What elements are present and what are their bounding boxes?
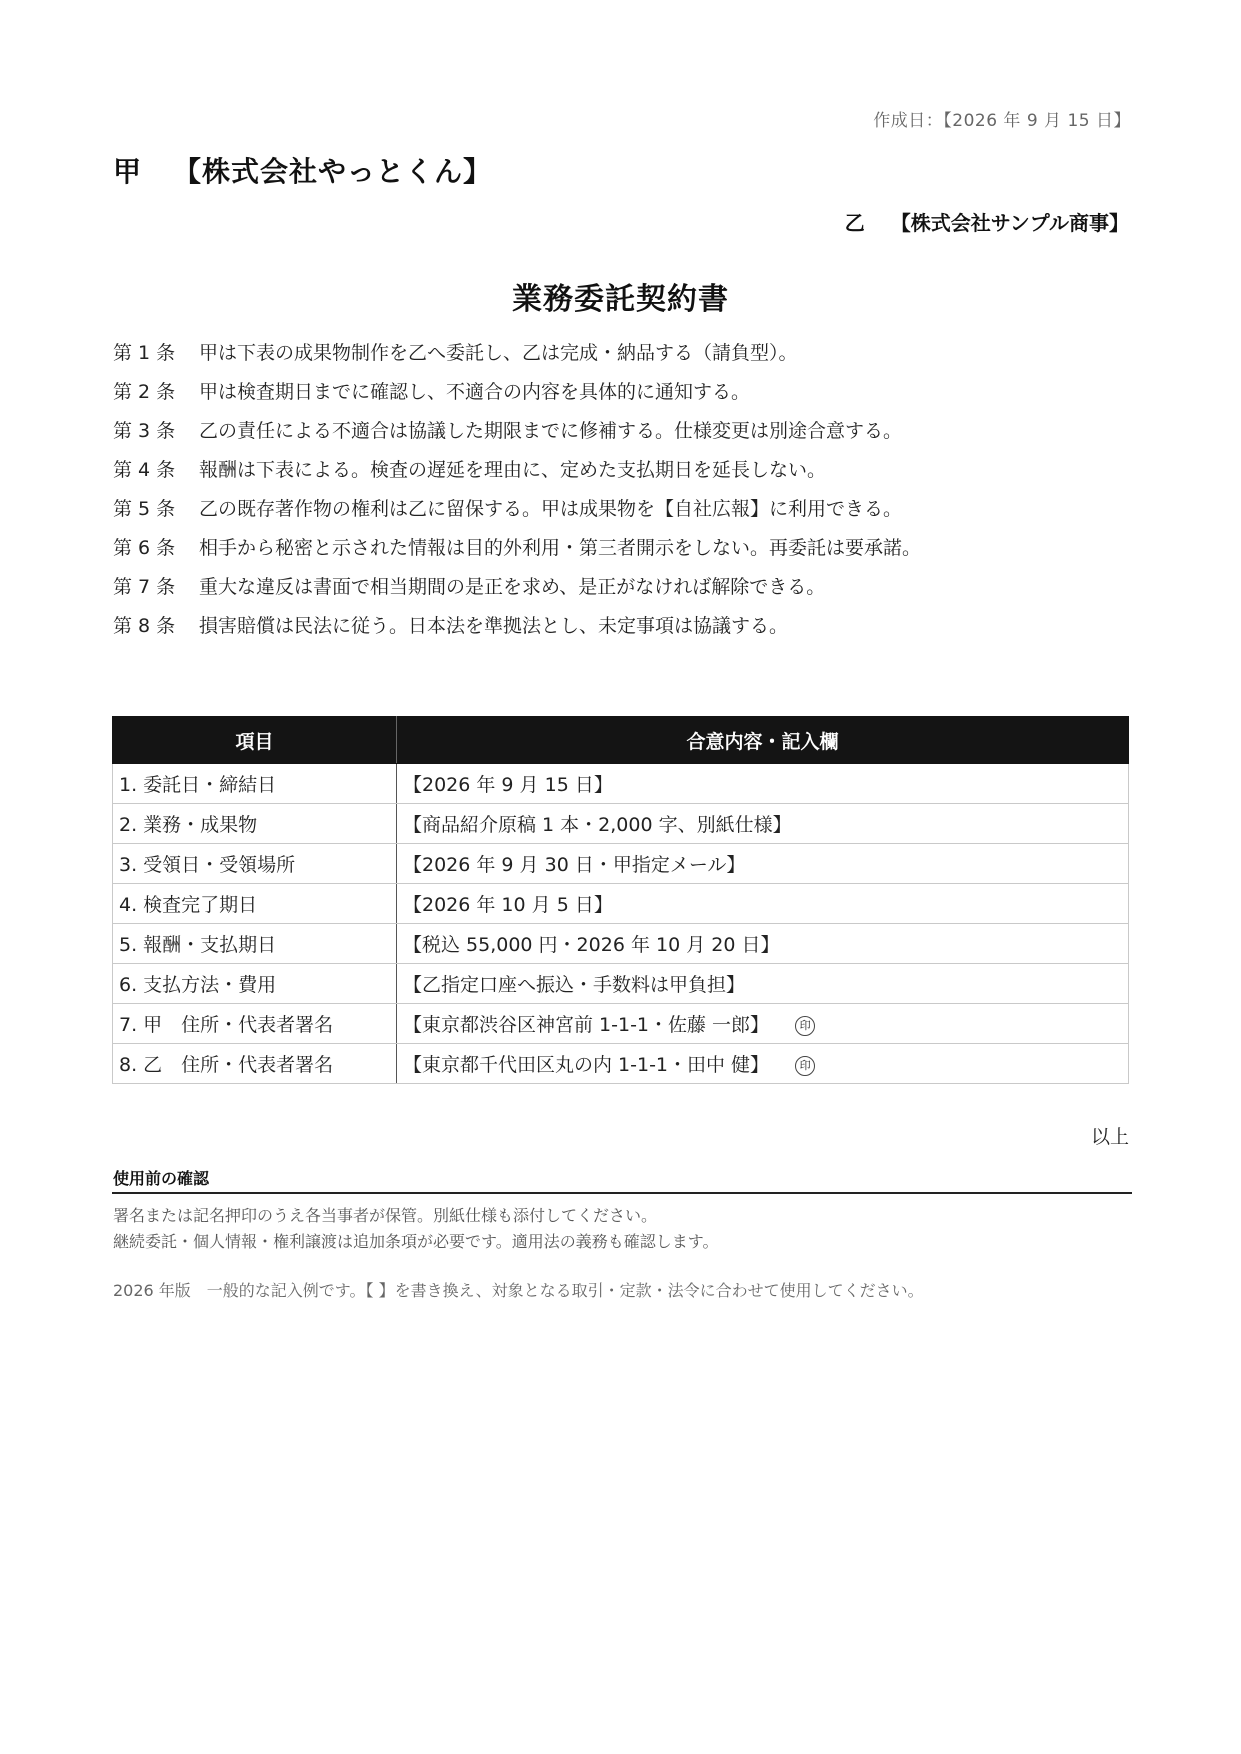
row-value-cell[interactable] <box>397 804 1129 844</box>
article-number: 第 2 条 <box>113 381 176 403</box>
article-text: 甲は下表の成果物制作を乙へ委託し、乙は完成・納品する（請負型）。 <box>199 342 798 364</box>
row-item: 3. 受領日・受領場所 <box>113 844 397 884</box>
article-5 <box>113 494 1133 533</box>
article-4 <box>113 455 1133 494</box>
article-text: 甲は検査期日までに確認し、不適合の内容を具体的に通知する。 <box>199 381 751 403</box>
party-b-name: 【株式会社サンプル商事】 <box>890 211 1129 235</box>
article-number: 第 5 条 <box>113 498 176 520</box>
row-value-cell[interactable] <box>397 764 1129 804</box>
article-number: 第 3 条 <box>113 420 176 442</box>
row-value: 【2026 年 10 月 5 日】 <box>403 894 613 916</box>
article-text: 相手から秘密と示された情報は目的外利用・第三者開示をしない。再委託は要承諾。 <box>199 537 922 559</box>
article-number: 第 7 条 <box>113 576 176 598</box>
check-note: 継続委託・個人情報・権利譲渡は追加条項が必要です。適用法の義務も確認します。 <box>113 1232 719 1251</box>
article-6 <box>113 533 1133 572</box>
table-row <box>113 1004 1129 1044</box>
row-item: 6. 支払方法・費用 <box>113 964 397 1004</box>
closing-text: 以上 <box>1090 1126 1129 1148</box>
table-row <box>113 764 1129 804</box>
article-list <box>113 338 1133 650</box>
article-1 <box>113 338 1133 377</box>
seal-mark: 印 <box>795 1056 815 1076</box>
check-heading: 使用前の確認 <box>113 1169 210 1188</box>
article-number: 第 6 条 <box>113 537 176 559</box>
column-header-item: 項目 <box>113 717 397 764</box>
row-item: 8. 乙 住所・代表者署名 <box>113 1044 397 1084</box>
row-item: 4. 検査完了期日 <box>113 884 397 924</box>
row-value: 【商品紹介原稿 1 本・2,000 字、別紙仕様】 <box>403 814 792 836</box>
party-a-label: 甲 <box>113 155 143 188</box>
row-value-cell[interactable] <box>397 1004 1129 1044</box>
document-title: 業務委託契約書 <box>512 282 729 317</box>
party-b-label: 乙 <box>844 211 865 235</box>
row-item: 2. 業務・成果物 <box>113 804 397 844</box>
table-row <box>113 884 1129 924</box>
article-2 <box>113 377 1133 416</box>
party-a <box>113 150 492 190</box>
agreement-table <box>112 716 1129 1084</box>
row-value-cell[interactable] <box>397 964 1129 1004</box>
article-3 <box>113 416 1133 455</box>
article-text: 乙の責任による不適合は協議した期限までに修補する。仕様変更は別途合意する。 <box>199 420 903 442</box>
table-row <box>113 964 1129 1004</box>
party-b <box>845 207 1129 236</box>
row-value-cell[interactable] <box>397 844 1129 884</box>
party-a-name: 【株式会社やっとくん】 <box>173 155 493 188</box>
article-text: 損害賠償は民法に従う。日本法を準拠法とし、未定事項は協議する。 <box>199 615 789 637</box>
row-value-cell[interactable] <box>397 924 1129 964</box>
check-note: 署名または記名押印のうえ各当事者が保管。別紙仕様も添付してください。 <box>113 1206 658 1225</box>
row-value: 【2026 年 9 月 15 日】 <box>403 774 613 796</box>
created-date: 作成日：【2026 年 9 月 15 日】 <box>873 111 1131 131</box>
row-item: 5. 報酬・支払期日 <box>113 924 397 964</box>
footer-note: 2026 年版 一般的な記入例です。【 】を書き換え、対象となる取引・定款・法令に合わせて使用してください。 <box>113 1281 924 1300</box>
article-number: 第 4 条 <box>113 459 176 481</box>
column-header-content: 合意内容・記入欄 <box>397 717 1129 764</box>
article-8 <box>113 611 1133 650</box>
table-row <box>113 844 1129 884</box>
row-value-cell[interactable] <box>397 884 1129 924</box>
article-text: 重大な違反は書面で相当期間の是正を求め、是正がなければ解除できる。 <box>199 576 826 598</box>
table-header-row <box>113 717 1129 764</box>
seal-mark: 印 <box>795 1016 815 1036</box>
row-value: 【東京都千代田区丸の内 1-1-1・田中 健】 <box>403 1054 770 1076</box>
article-number: 第 8 条 <box>113 615 176 637</box>
row-value: 【税込 55,000 円・2026 年 10 月 20 日】 <box>403 934 780 956</box>
row-value: 【東京都渋谷区神宮前 1-1-1・佐藤 一郎】 <box>403 1014 770 1036</box>
article-text: 報酬は下表による。検査の遅延を理由に、定めた支払期日を延長しない。 <box>199 459 827 481</box>
table-row <box>113 804 1129 844</box>
row-value: 【乙指定口座へ振込・手数料は甲負担】 <box>403 974 746 996</box>
table-row <box>113 1044 1129 1084</box>
row-value: 【2026 年 9 月 30 日・甲指定メール】 <box>403 854 746 876</box>
row-item: 1. 委託日・締結日 <box>113 764 397 804</box>
table-row <box>113 924 1129 964</box>
row-value-cell[interactable] <box>397 1044 1129 1084</box>
row-item: 7. 甲 住所・代表者署名 <box>113 1004 397 1044</box>
article-number: 第 1 条 <box>113 342 176 364</box>
article-text: 乙の既存著作物の権利は乙に留保する。甲は成果物を【自社広報】に利用できる。 <box>199 498 903 520</box>
article-7 <box>113 572 1133 611</box>
divider <box>112 1192 1132 1194</box>
